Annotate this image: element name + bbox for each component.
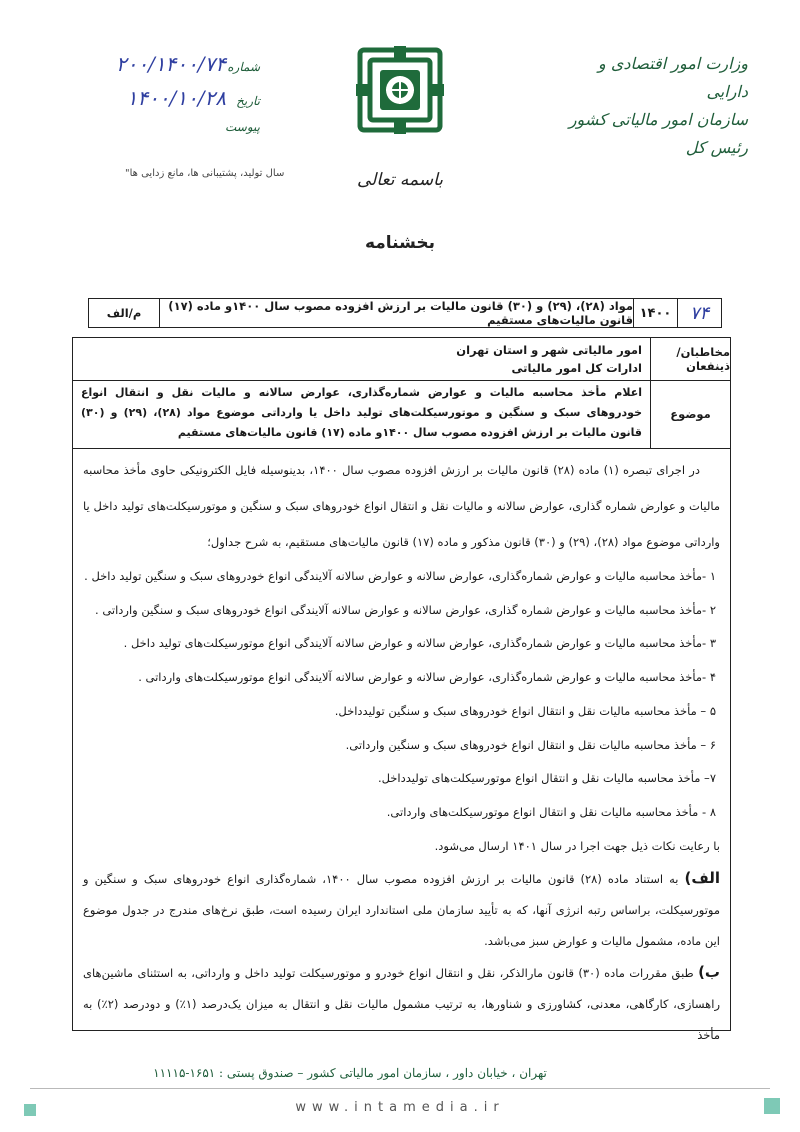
addressee-line: ادارات کل امور مالیاتی	[511, 361, 642, 375]
list-item: ۴ -مأخذ محاسبه مالیات و عوارض شماره‌گذاری، عوارض سالانه و عوارض سالانه آلایندگی انواع موتورسیکلت‌های وارداتی .	[138, 670, 716, 685]
subject-row	[73, 380, 730, 449]
circular-table	[72, 337, 731, 1042]
organization-line: سازمان امور مالیاتی کشور	[568, 110, 748, 129]
footer-square-left-icon	[24, 1104, 36, 1116]
subject-value: اعلام مأخذ محاسبه مالیات و عوارض شماره‌گذاری، عوارض سالانه و مالیات نقل و انتقال انواع خودروهای سبک و سنگین و موتورسیکلت‌های تولید داخل یا وارداتی موضوع مواد (۲۸)، (۲۹) و (۳۰) قانون مالیات بر ارزش افزوده مصوب سال ۱۴۰۰و ماده (۱۷) قانون مالیات‌های مستقیم	[81, 386, 642, 439]
note-paragraph: با رعایت نکات ذیل جهت اجرا در سال ۱۴۰۱ ارسال می‌شود.	[434, 838, 720, 853]
bismillah: باسمه تعالی	[357, 170, 443, 190]
ministry-header	[558, 50, 748, 162]
footer-address: تهران ، خیابان داور ، سازمان امور مالیاتی کشور – صندوق پستی : ۱۶۵۱-۱۱۱۱۵	[153, 1066, 547, 1080]
letter-number: ۲۰۰/۱۴۰۰/۷۴	[115, 52, 226, 76]
addressees-value	[73, 338, 650, 380]
paragraph-b-text: طبق مقررات ماده (۳۰) قانون مارالذکر، نقل و انتقال انواع خودرو و موتورسیکلت تولید داخل و وارداتی، به استثنای ماشین‌های راهسازی، کارگاهی، معدنی، کشاورزی و شناورها، به ترتیب مشمول مالیات نقل و انتقال به میزان یک‌درصد (۱٪) و دودرصد (۲٪) به مأخذ	[83, 965, 720, 1042]
organization-logo	[356, 46, 444, 140]
letter-meta	[70, 52, 260, 142]
list-item: ۱ -مأخذ محاسبه مالیات و عوارض شماره‌گذاری، عوارض سالانه و عوارض سالانه آلایندگی انواع خودروهای سبک و سنگین تولید داخل .	[84, 569, 716, 583]
circular-subject: مواد (۲۸)، (۲۹) و (۳۰) قانون مالیات بر ارزش افزوده مصوب سال ۱۴۰۰و ماده (۱۷) قانون مالیات‌های مستقیم	[159, 299, 633, 327]
footer-divider	[30, 1088, 770, 1089]
list-item: ۳ -مأخذ محاسبه مالیات و عوارض شماره‌گذاری، عوارض سالانه و عوارض سالانه آلایندگی انواع موتورسیکلت‌های تولید داخل .	[123, 636, 716, 651]
document-title: بخشنامه	[364, 233, 436, 253]
circular-code: م/الف	[106, 306, 142, 320]
letter-date: ۱۴۰۰/۱۰/۲۸	[126, 86, 226, 110]
paragraph-b	[83, 957, 720, 1051]
paragraph-a	[83, 863, 720, 957]
number-label: شماره	[227, 60, 260, 74]
intro-paragraph: در اجرای تبصره (۱) ماده (۲۸) قانون مالیات بر ارزش افزوده مصوب سال ۱۴۰۰، بدینوسیله فایل الکترونیکی حاوی مأخذ محاسبه مالیات و عوارض شماره گذاری، عوارض سالانه و مالیات نقل و انتقال انواع خودروهای سبک و سنگین و موتورسیکلت‌های تولید داخل یا وارداتی موضوع مواد (۲۸)، (۲۹) و (۳۰) قانون مذکور و ماده (۱۷) قانون مالیات‌های مستقیم، به شرح جداول؛	[83, 463, 720, 549]
circular-number: ۷۴	[677, 299, 721, 327]
subject-label: موضوع	[650, 380, 730, 448]
circular-body	[73, 448, 730, 1042]
year-slogan: سال تولید، پشتیبانی ها، مانع زدایی ها"	[125, 168, 285, 179]
list-item: ۷– مأخذ محاسبه مالیات نقل و انتقال انواع موتورسیکلت‌های تولیدداخل.	[377, 771, 716, 786]
paragraph-b-label: ب)	[698, 962, 720, 981]
head-title-line: رئیس کل	[685, 138, 748, 157]
addressees-label: مخاطبان/ذینفعان	[650, 338, 730, 380]
paragraph-a-label: الف)	[684, 868, 720, 887]
list-item: ۵ – مأخذ محاسبه مالیات نقل و انتقال انواع خودروهای سبک و سنگین تولیدداخل.	[334, 703, 716, 718]
ministry-line: وزارت امور اقتصادی و دارایی	[598, 54, 748, 101]
attachment-label: پیوست	[225, 120, 260, 134]
list-item: ۲ -مأخذ محاسبه مالیات و عوارض شماره گذاری، عوارض سالانه و عوارض سالانه آلایندگی انواع خودروهای سبک و سنگین وارداتی .	[95, 602, 716, 617]
date-label: تاریخ	[236, 94, 260, 108]
addressee-line: امور مالیاتی شهر و استان تهران	[456, 343, 642, 357]
reference-bar	[88, 298, 722, 328]
list-item: ۶ – مأخذ محاسبه مالیات نقل و انتقال انواع خودروهای سبک و سنگین وارداتی.	[345, 737, 716, 752]
list-item: ۸ - مأخذ محاسبه مالیات نقل و انتقال انواع موتورسیکلت‌های وارداتی.	[386, 804, 716, 819]
addressees-row	[73, 338, 730, 381]
footer-square-right-icon	[764, 1098, 780, 1114]
paragraph-a-text: به استناد ماده (۲۸) قانون مالیات بر ارزش افزوده مصوب سال ۱۴۰۰، شماره‌گذاری انواع خودروهای سبک و سنگین و موتورسیکلت، براساس رتبه انرژی آنها، که به تأیید سازمان ملی استاندارد ایران رسیده است، طبق نرخ‌های مندرج در جدول موضوع این ماده، مشمول مالیات و عوارض سبز می‌باشد.	[83, 871, 720, 948]
circular-year: ۱۴۰۰	[633, 299, 677, 327]
footer-website: www.intamedia.ir	[295, 1100, 505, 1115]
